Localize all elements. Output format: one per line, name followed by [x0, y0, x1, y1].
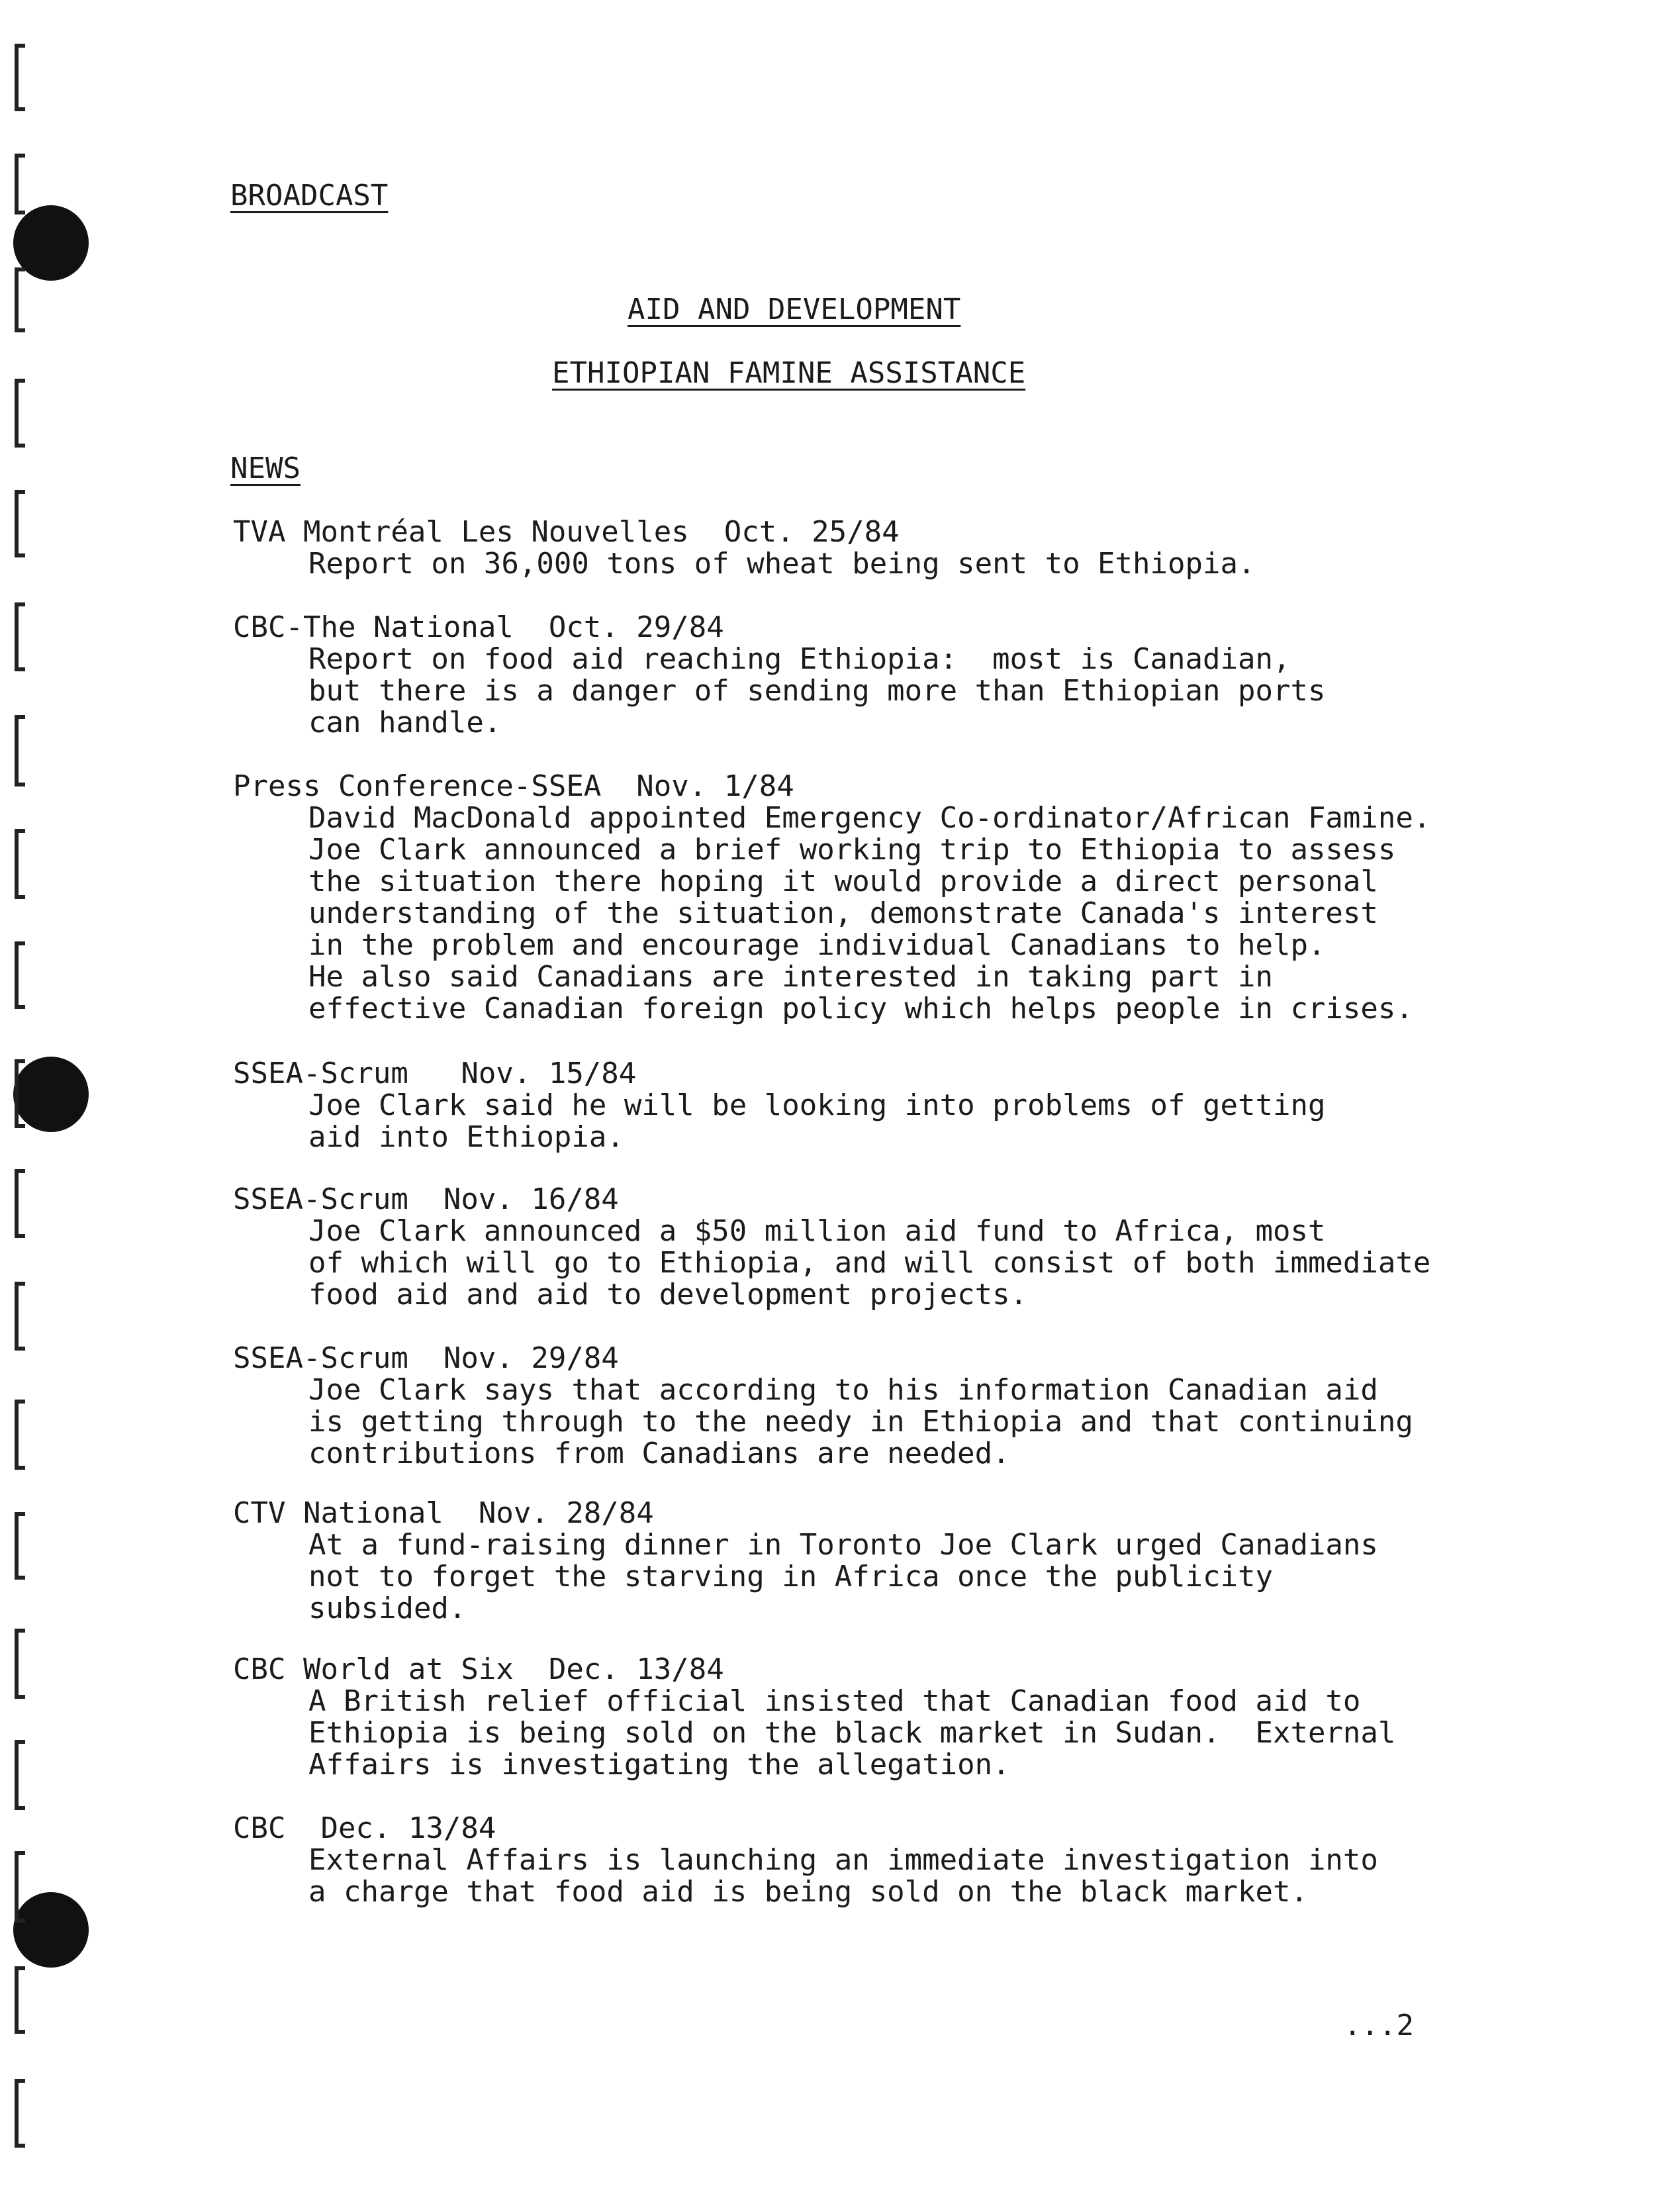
- news-entry: [233, 771, 1430, 1025]
- entry-source: Press Conference-SSEA Nov. 1/84: [233, 769, 794, 803]
- binder-bracket: [15, 1059, 25, 1128]
- news-entry: [233, 1813, 1378, 1908]
- binder-bracket: [15, 267, 25, 332]
- binder-bracket: [15, 602, 25, 671]
- news-heading: NEWS: [230, 452, 301, 485]
- news-entry: [233, 1498, 1378, 1625]
- binder-bracket: [15, 379, 25, 448]
- binder-bracket: [15, 1512, 25, 1580]
- binder-bracket: [15, 2079, 25, 2148]
- entry-source: SSEA-Scrum Nov. 15/84: [233, 1057, 637, 1090]
- section-label: BROADCAST: [230, 179, 389, 213]
- entry-source: SSEA-Scrum Nov. 16/84: [233, 1182, 619, 1216]
- entry-summary: Report on 36,000 tons of wheat being sent to Ethiopia.: [308, 547, 1256, 581]
- entry-summary: Report on food aid reaching Ethiopia: most is Canadian, but there is a danger of sending more than Ethiopian ports can handle.: [308, 642, 1326, 739]
- entry-source: CBC World at Six Dec. 13/84: [233, 1652, 724, 1686]
- binder-bracket: [15, 1966, 25, 2034]
- entry-summary: Joe Clark says that according to his information Canadian aid is getting through to the needy in Ethiopia and that continuing contributions from Canadians are needed.: [308, 1373, 1413, 1470]
- binder-bracket: [15, 715, 25, 787]
- binder-bracket: [15, 1740, 25, 1810]
- page-subtitle: ETHIOPIAN FAMINE ASSISTANCE: [552, 356, 1026, 390]
- binder-bracket: [15, 44, 25, 111]
- entry-summary: David MacDonald appointed Emergency Co-ordinator/African Famine. Joe Clark announced a brief working trip to Ethiopia to assess the situation there hoping it would provide a direct personal understanding of the situation, demonstrate Canada's interest in the problem and encourage individual Canadians to help. He also said Canadians are interested in taking part in effective Canadian foreign policy which helps people in crises.: [308, 801, 1431, 1025]
- entry-summary: Joe Clark announced a $50 million aid fund to Africa, most of which will go to Ethiopia, and will consist of both immediate food aid and aid to development projects.: [308, 1214, 1431, 1312]
- entry-source: CBC-The National Oct. 29/84: [233, 610, 724, 644]
- binder-bracket: [15, 1851, 25, 1923]
- news-entry: [233, 1343, 1413, 1470]
- binder-bracket: [15, 1400, 25, 1470]
- binder-bracket: [15, 154, 25, 215]
- entry-summary: A British relief official insisted that Canadian food aid to Ethiopia is being sold on the black market in Sudan. External Affairs is investigating the allegation.: [308, 1684, 1396, 1782]
- entry-source: TVA Montréal Les Nouvelles Oct. 25/84: [233, 515, 900, 549]
- binder-bracket: [15, 941, 25, 1009]
- binder-bracket: [15, 1282, 25, 1351]
- news-entry: [233, 612, 1325, 739]
- news-entry: [233, 1654, 1395, 1781]
- entry-source: SSEA-Scrum Nov. 29/84: [233, 1341, 619, 1375]
- entry-summary: External Affairs is launching an immediate investigation into a charge that food aid is being sold on the black market.: [308, 1843, 1378, 1909]
- binder-bracket: [15, 490, 25, 557]
- page-title: AID AND DEVELOPMENT: [628, 293, 961, 326]
- binder-bracket: [15, 829, 25, 899]
- entry-summary: Joe Clark said he will be looking into problems of getting aid into Ethiopia.: [308, 1088, 1326, 1154]
- page-continuation: ...2: [1344, 2009, 1414, 2042]
- binder-bracket: [15, 1169, 25, 1238]
- news-entry: [233, 1058, 1325, 1153]
- news-entry: [233, 1184, 1430, 1311]
- entry-source: CTV National Nov. 28/84: [233, 1496, 654, 1530]
- news-entry: [233, 516, 1255, 580]
- entry-source: CBC Dec. 13/84: [233, 1811, 496, 1845]
- binder-bracket: [15, 1629, 25, 1699]
- entry-summary: At a fund-raising dinner in Toronto Joe Clark urged Canadians not to forget the starving in Africa once the publicity subsided.: [308, 1528, 1378, 1625]
